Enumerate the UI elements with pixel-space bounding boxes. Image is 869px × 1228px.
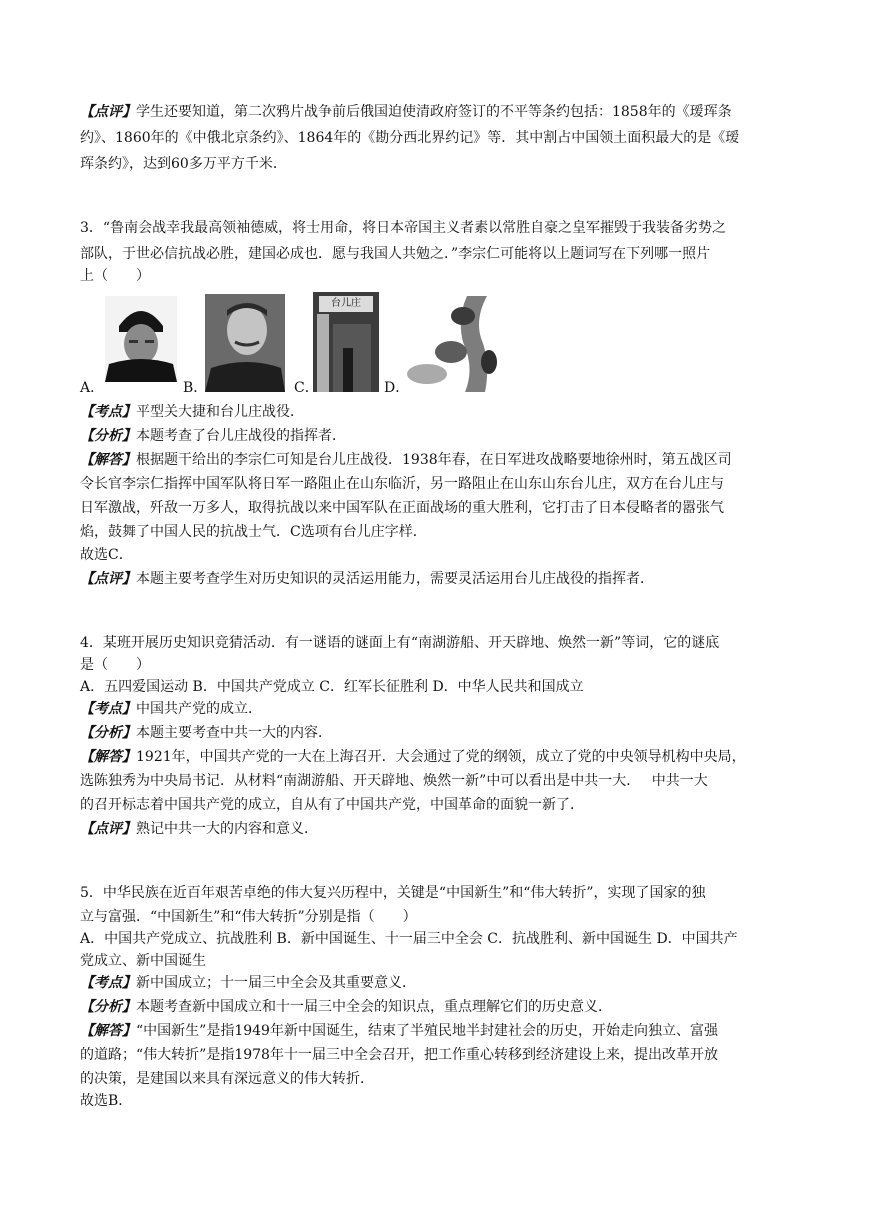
q5-answer: 故选B．	[80, 1093, 133, 1109]
photo-c-taierzhuang-station	[313, 292, 379, 392]
q5-stem-line-2: 立与富强．“中国新生”和“伟大转折”分别是指（ ）	[80, 909, 417, 925]
q2-comment-line-3: 珲条约》，达到60多万平方千米．	[80, 156, 287, 172]
option-b-label: B．	[183, 380, 208, 396]
q4-stem-line-1: 4．某班开展历史知识竞猜活动．有一谜语的谜面上有“南湖游船、开天辟地、焕然一新”等词，它的谜底	[80, 635, 720, 651]
q3-jieda-line-3: 日军激战，歼敌一万多人，取得抗战以来中国军队在正面战场的重大胜利，它打击了日本侵略者的嚣张气	[80, 500, 724, 516]
q4-kaodian: 【考点】中国共产党的成立．	[80, 701, 262, 717]
station-sign-text: 台儿庄	[331, 298, 361, 309]
q5-jieda-line-2: 的道路；“伟大转折”是指1978年十一届三中全会召开，把工作重心转移到经济建设上来，提出改革开放	[80, 1047, 718, 1063]
option-c-label: C．	[294, 380, 319, 396]
q4-jieda-line-2: 选陈独秀为中央局书记．从材料“南湖游船、开天辟地、焕然一新”中可以看出是中共一大． 中共一大	[80, 773, 708, 789]
option-d-label: D．	[384, 380, 410, 396]
q4-jieda-line-1: 【解答】1921年，中国共产党的一大在上海召开．大会通过了党的纲领，成立了党的中央领导机构中央局，	[80, 749, 746, 765]
q5-stem-line-1: 5．中华民族在近百年艰苦卓绝的伟大复兴历程中，关键是“中国新生”和“伟大转折”，实现了国家的独	[80, 885, 706, 901]
photo-a-portrait-cap	[105, 296, 177, 382]
q5-options-line-2: 党成立、新中国诞生	[80, 953, 206, 969]
q4-stem-line-2: 是（ ）	[80, 657, 150, 673]
q3-jieda-line-2: 令长官李宗仁指挥中国军队将日军一路阻止在山东临沂，另一路阻止在山东山东台儿庄，双方在台儿庄与	[80, 476, 724, 492]
q3-dianping: 【点评】本题主要考查学生对历史知识的灵活运用能力，需要灵活运用台儿庄战役的指挥者．	[80, 571, 654, 587]
q3-jieda-line-1: 【解答】根据题干给出的李宗仁可知是台儿庄战役．1938年春，在日军进攻战略要地徐州时，第五战区司	[80, 452, 732, 468]
photo-d-soldiers-tree	[405, 292, 497, 392]
q4-fenxi: 【分析】本题主要考查中共一大的内容．	[80, 725, 332, 741]
q3-stem-line-2: 部队，于世必信抗战必胜，建国必成也．愿与我国人共勉之．”李宗仁可能将以上题词写在下列哪一照片	[80, 246, 711, 262]
q4-dianping: 【点评】熟记中共一大的内容和意义．	[80, 821, 318, 837]
q3-fenxi: 【分析】本题考查了台儿庄战役的指挥者．	[80, 428, 346, 444]
q5-jieda-line-1: 【解答】“中国新生”是指1949年新中国诞生，结束了半殖民地半封建社会的历史，开始走向独立、富强	[80, 1023, 718, 1039]
option-a-label: A．	[80, 380, 105, 396]
q3-stem-line-3: 上（ ）	[80, 268, 150, 284]
q5-fenxi: 【分析】本题考查新中国成立和十一届三中全会的知识点，重点理解它们的历史意义．	[80, 999, 612, 1015]
dianping-tag: 【点评】	[80, 104, 136, 120]
q3-stem-line-1: 3．“鲁南会战幸我最高领袖德威，将士用命，将日本帝国主义者素以常胜自豪之皇军摧毁于我装备劣势之	[80, 220, 727, 236]
q5-options-line-1: A．中国共产党成立、抗战胜利 B．新中国诞生、十一届三中全会 C．抗战胜利、新中国诞生 D．中国共产	[80, 931, 738, 947]
q3-kaodian: 【考点】平型关大捷和台儿庄战役．	[80, 404, 304, 420]
q2-comment-line-1: 【点评】学生还要知道，第二次鸦片战争前后俄国迫使清政府签订的不平等条约包括：1858年的《瑷珲条	[80, 104, 732, 120]
q5-kaodian: 【考点】新中国成立；十一届三中全会及其重要意义．	[80, 975, 416, 991]
q5-jieda-line-3: 的决策，是建国以来具有深远意义的伟大转折．	[80, 1071, 374, 1087]
q2-comment-line-2: 约》、1860年的《中俄北京条约》、1864年的《勘分西北界约记》等．其中割占中国领土面积最大的是《瑷	[80, 130, 740, 146]
q3-jieda-line-4: 焰，鼓舞了中国人民的抗战士气．C选项有台儿庄字样．	[80, 524, 427, 540]
q4-options: A．五四爱国运动 B．中国共产党成立 C．红军长征胜利 D．中华人民共和国成立	[80, 679, 584, 695]
photo-b-portrait	[205, 294, 285, 392]
q3-answer: 故选C．	[80, 547, 133, 563]
q4-jieda-line-3: 的召开标志着中国共产党的成立，自从有了中国共产党，中国革命的面貌一新了．	[80, 797, 584, 813]
